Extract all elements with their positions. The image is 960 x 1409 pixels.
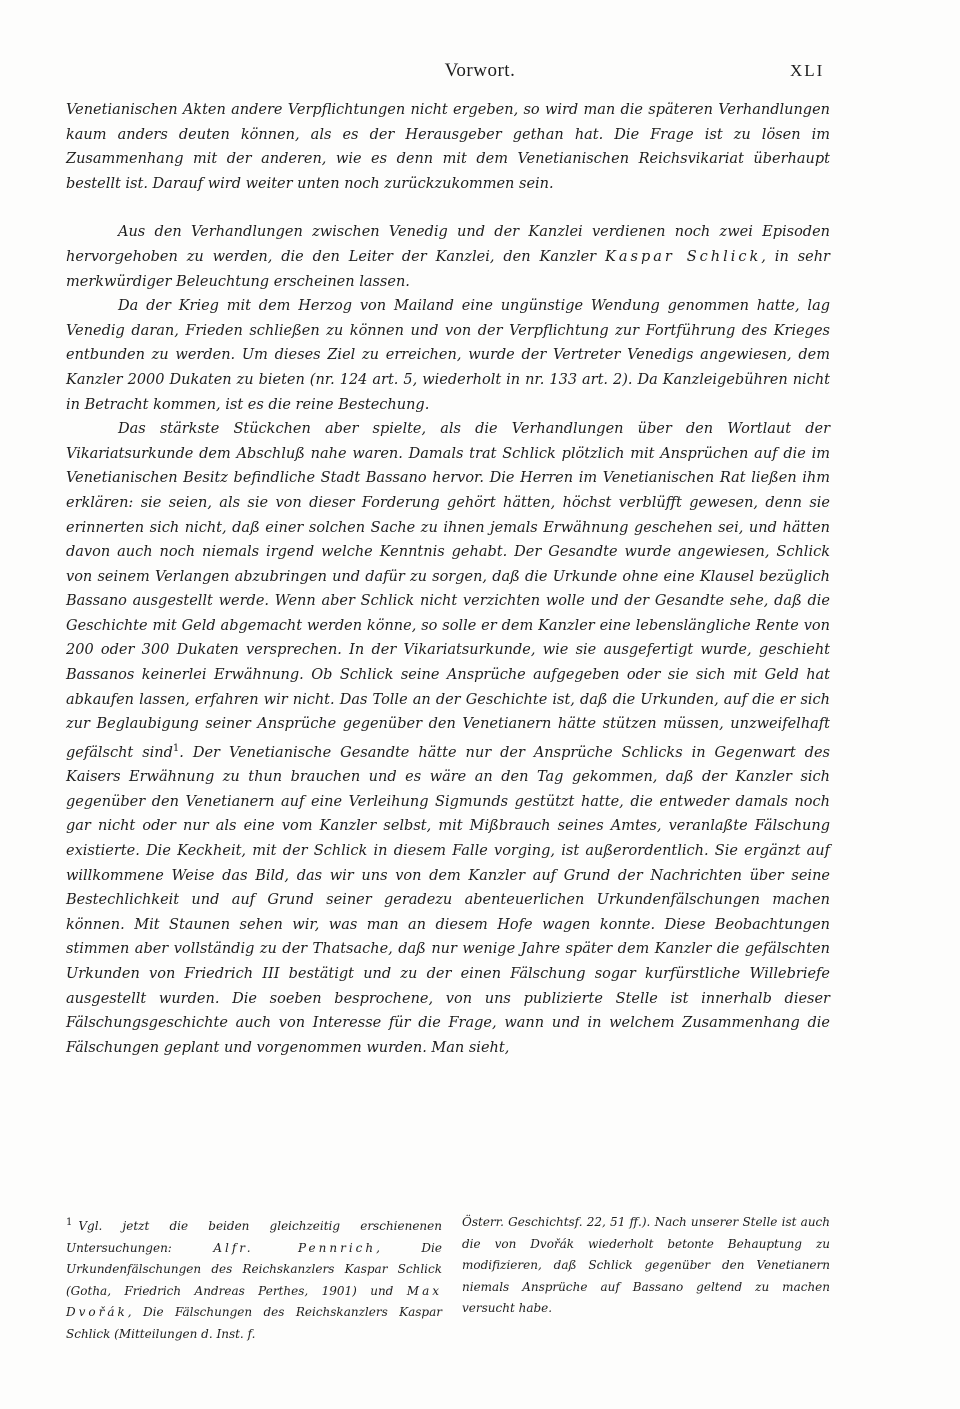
footnote-left-text-c: , Die Fälschungen des Reichskanzlers Kaspar Schlick (Mitteilungen d. Inst. f. [66,1305,442,1341]
paragraph-3: Da der Krieg mit dem Herzog von Mailand eine ungünstige Wendung genommen hatte, lag Venedig daran, Frieden schließen zu können und von der Verpflichtung zur Fortführung des Krieges entbunden zu werden. Um dieses Ziel zu erreichen, wurde der Vertreter Venedigs angewiesen, dem Kanzler 2000 Dukaten zu bieten (nr. 124 art. 5, wiederholt in nr. 133 art. 2). Da Kanzleigebühren nicht in Betracht kommen, ist es die reine Bestechung. [66,298,830,413]
footnote-left-column [66,1212,442,1346]
author-dvorak: Max Dvořák [66,1283,442,1320]
footnote-left-text-b: , Die Urkundenfälschungen des Reichskanzlers Kaspar Schlick (Gotha, Friedrich Andreas Perthes, 1901) und [66,1240,442,1298]
paragraph-2 [66,220,830,294]
author-pennrich: Alfr. Pennrich [213,1240,377,1255]
main-text [66,98,830,1060]
paragraph-1: Venetianischen Akten andere Verpflichtungen nicht ergeben, so wird man die späteren Verhandlungen kaum anders deuten können, als es der Herausgeber gethan hat. Die Frage ist zu lösen im Zusammenhang mit der anderen, wie es denn mit dem Venetianischen Reichsvikariat überhaupt bestellt ist. Darauf wird weiter unten noch zurückzukommen sein. [66,102,830,192]
paragraph-2-text-a: Aus den Verhandlungen zwischen Venedig und der Kanzlei verdienen noch zwei Episoden hervorgehoben zu werden, die den Leiter der Kanzlei, den Kanzler [66,224,830,265]
footnote-right-column: Österr. Geschichtsf. 22, 51 ff.). Nach unserer Stelle ist auch die von Dvořák wiederholt betonte Behauptung zu modifizieren, daß Schlick gegenüber den Venetianern niemals Ansprüche auf Bassano geltend zu machen versucht habe. [462,1215,830,1316]
paragraph-4-text-a: Das stärkste Stückchen aber spielte, als die Verhandlungen über den Wortlaut der Vikariatsurkunde dem Abschluß nahe waren. Damals trat Schlick plötzlich mit Ansprüchen auf die im Venetianischen Besitz befindliche Stadt Bassano hervor. Die Herren im Venetianischen Rat ließen ihm erklären: sie seien, als sie von dieser Forderung gehört hätten, höchst verblüfft gewesen, denn sie erinnerten sich nicht, daß einer solchen Sache zu ihnen jemals Erwähnung geschehen sei, und hätten davon auch noch niemals irgend welche Kenntnis gehabt. Der Gesandte wurde angewiesen, Schlick von seinem Verlangen abzubringen und dafür zu sorgen, daß die Urkunde ohne eine Klausel bezüglich Bassano ausgestellt werde. Wenn aber Schlick nicht verzichten wolle und der Gesandte sehe, daß die Geschichte mit Geld abgemacht werden könne, so solle er dem Kanzler eine lebenslängliche Rente von 200 oder 300 Dukaten versprechen. In der Vikariatsurkunde, wie sie ausgefertigt wurde, geschieht Bassanos keinerlei Erwähnung. Ob Schlick seine Ansprüche aufgegeben oder sie sich mit Geld hat abkaufen lassen, erfahren wir nicht. Das Tolle an der Geschichte ist, daß die Urkunden, auf die er sich zur Beglaubigung seiner Ansprüche gegenüber den Venetianern hätte stützen müssen, unzweifelhaft gefälscht sind [66,421,830,761]
page-number: XLI [790,61,825,80]
footnote-reference: 1 [172,742,180,754]
paragraph-4-text-b: . Der Venetianische Gesandte hätte nur der Ansprüche Schlicks in Gegenwart des Kaisers Erwähnung zu thun brauchen und es wäre an den Tag gekommen, daß der Kanzler sich gegenüber den Venetianern auf eine Verleihung Sigmunds gestützt hatte, die entweder damals noch gar nicht oder nur als eine vom Kanzler selbst, mit Mißbrauch seines Amtes, veranlaßte Fälschung existierte. Die Keckheit, mit der Schlick in diesem Falle vorging, ist außerordentlich. Sie ergänzt auf willkommene Weise das Bild, das wir uns von dem Kanzler auf Grund der Nachrichten über seine Bestechlichkeit und auf Grund seiner geradezu abenteuerlichen Urkundenfälschungen machen können. Mit Staunen sehen wir, was man an diesem Hofe wagen konnte. Diese Beobachtungen stimmen aber vollständig zu der Thatsache, daß nur wenige Jahre später dem Kanzler die gefälschten Urkunden von Friedrich III bestätigt und zu der einen Fälschung sogar kurfürstliche Willebriefe ausgestellt wurden. Die soeben besprochene, von uns publizierte Stelle ist innerhalb dieser Fälschungsgeschichte auch von Interesse für die Frage, wann und in welchem Zusammenhang die Fälschungen geplant und vorgenommen wurden. Man sieht, [66,744,830,1056]
footnote-left-text-a: Vgl. jetzt die beiden gleichzeitig erschienenen Untersuchungen: [66,1219,442,1255]
paragraph-2-text-b: , in sehr merkwürdiger Beleuchtung erscheinen lassen. [66,248,830,290]
name-kaspar-schlick: Kaspar Schlick [605,248,762,265]
footnote-mark: 1 [66,1217,73,1228]
paragraph-gap [66,196,830,220]
paragraph-4 [66,417,830,1060]
running-header-title: Vorwort. [444,60,516,81]
